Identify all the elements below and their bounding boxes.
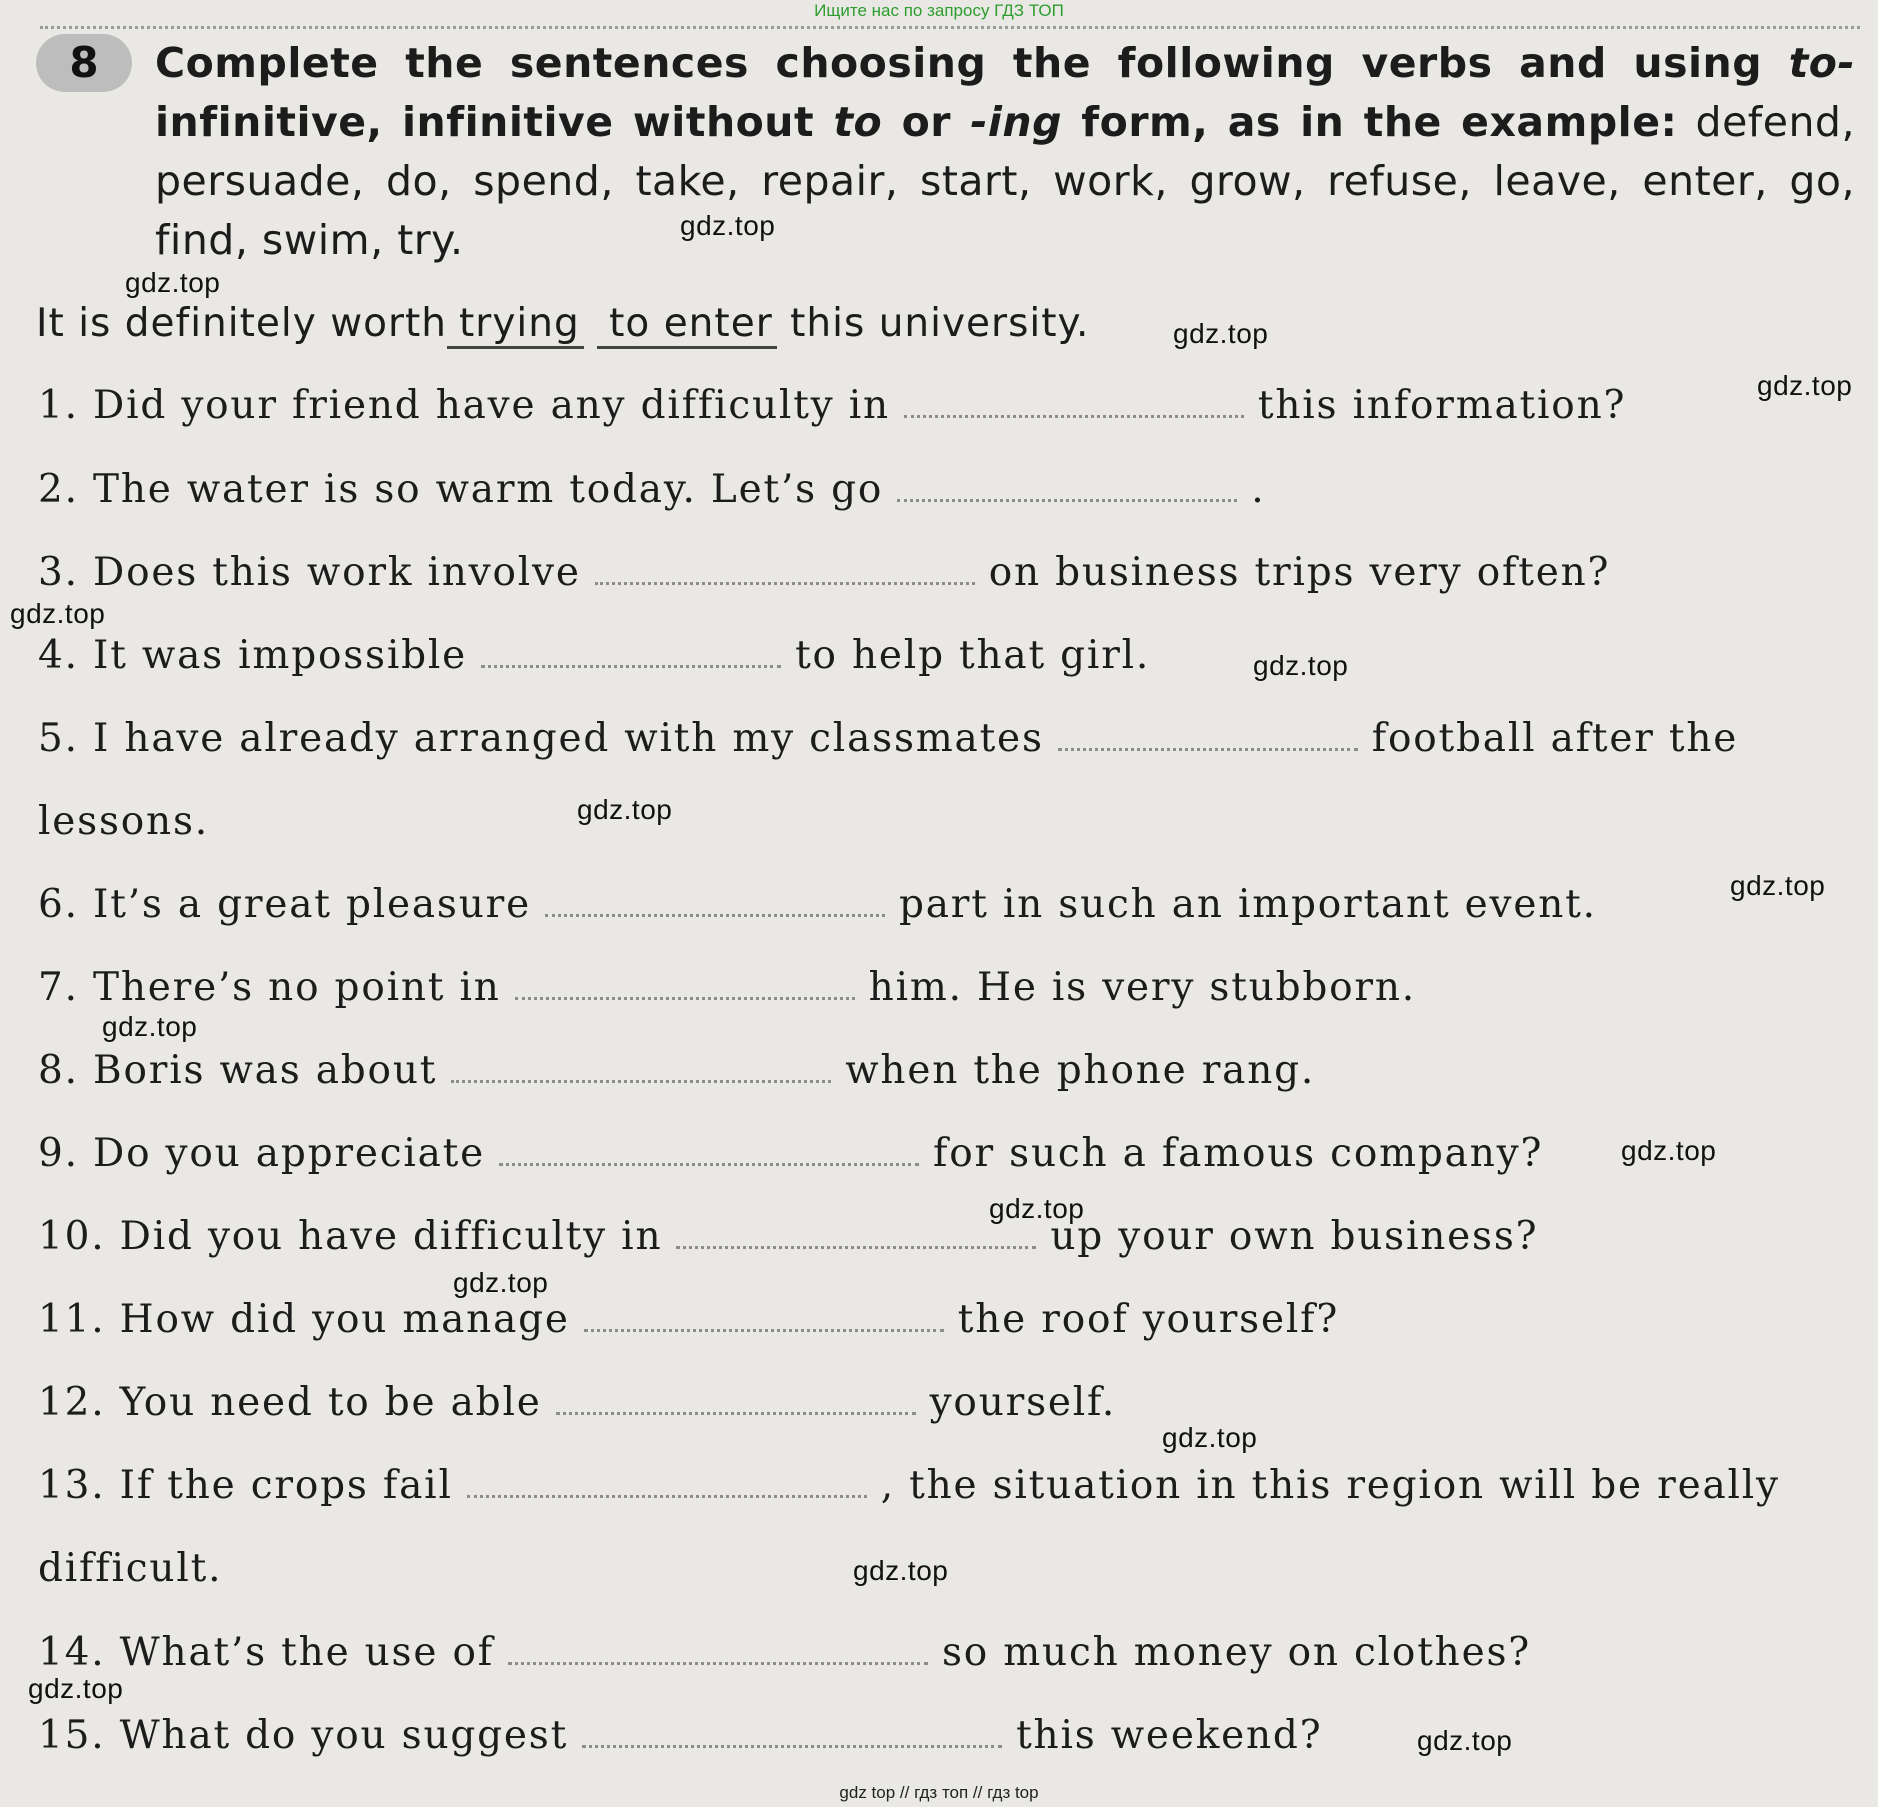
example-answer-1: trying bbox=[447, 302, 584, 349]
sentence-text: this weekend? bbox=[1016, 1713, 1323, 1758]
sentence-text: Does this work involve bbox=[93, 550, 581, 595]
sentence-15 bbox=[38, 1706, 1322, 1766]
sentence-number: 3. bbox=[38, 550, 79, 595]
sentence-text: How did you manage bbox=[119, 1297, 570, 1342]
sentence-text: Did your friend have any difficulty in bbox=[93, 383, 890, 428]
answer-blank[interactable] bbox=[451, 1076, 831, 1083]
sentence-text: , the situation in this region will be really bbox=[880, 1463, 1780, 1508]
sentence-4 bbox=[38, 626, 1150, 686]
sentence-number: 8. bbox=[38, 1048, 79, 1093]
sentence-text: part in such an important event. bbox=[898, 882, 1597, 927]
sentence-13-continuation bbox=[38, 1539, 222, 1599]
watermark: gdz.top bbox=[1621, 1135, 1717, 1166]
task-instruction bbox=[155, 34, 1855, 270]
sentence-number: 12. bbox=[38, 1380, 106, 1425]
example-text-after: this university. bbox=[790, 301, 1090, 346]
sentence-text: . bbox=[1251, 467, 1266, 512]
watermark: gdz.top bbox=[102, 1011, 198, 1042]
sentence-text: this information? bbox=[1257, 383, 1627, 428]
sentence-number: 1. bbox=[38, 383, 79, 428]
instruction-part: to- bbox=[1788, 39, 1855, 87]
sentence-text: difficult. bbox=[38, 1546, 223, 1591]
instruction-part: to bbox=[833, 98, 883, 146]
sentence-text: to help that girl. bbox=[795, 633, 1151, 678]
answer-blank[interactable] bbox=[582, 1741, 1002, 1748]
sentence-text: for such a famous company? bbox=[933, 1131, 1544, 1176]
sentence-text: on business trips very often? bbox=[988, 550, 1611, 595]
sentence-text: up your own business? bbox=[1050, 1214, 1539, 1259]
sentence-13 bbox=[38, 1456, 1780, 1516]
answer-blank[interactable] bbox=[481, 661, 781, 668]
watermark: gdz.top bbox=[1417, 1725, 1513, 1756]
sentence-number: 11. bbox=[38, 1297, 106, 1342]
sentence-11 bbox=[38, 1290, 1339, 1350]
sentence-number: 9. bbox=[38, 1131, 79, 1176]
sentence-text: It was impossible bbox=[93, 633, 468, 678]
sentence-6 bbox=[38, 875, 1597, 935]
bottom-banner[interactable]: gdz top // гдз топ // гдз top bbox=[839, 1783, 1039, 1802]
answer-blank[interactable] bbox=[676, 1242, 1036, 1249]
example-answer-2: to enter bbox=[597, 302, 777, 349]
instruction-part: or bbox=[882, 98, 971, 146]
sentence-text: Boris was about bbox=[93, 1048, 438, 1093]
sentence-1 bbox=[38, 376, 1626, 436]
answer-blank[interactable] bbox=[515, 993, 855, 1000]
sentence-8 bbox=[38, 1041, 1315, 1101]
sentence-text: the roof yourself? bbox=[957, 1297, 1340, 1342]
sentence-12 bbox=[38, 1373, 1116, 1433]
answer-blank[interactable] bbox=[545, 910, 885, 917]
watermark: gdz.top bbox=[1757, 370, 1853, 401]
watermark: gdz.top bbox=[680, 210, 776, 241]
sentence-5-continuation bbox=[38, 792, 209, 852]
watermark: gdz.top bbox=[989, 1193, 1085, 1224]
watermark: gdz.top bbox=[1730, 870, 1826, 901]
sentence-5 bbox=[38, 709, 1738, 769]
instruction-part: infinitive, infinitive without bbox=[155, 98, 834, 146]
answer-blank[interactable] bbox=[1058, 744, 1358, 751]
sentence-text: yourself. bbox=[929, 1380, 1117, 1425]
answer-blank[interactable] bbox=[467, 1491, 867, 1498]
answer-blank[interactable] bbox=[904, 411, 1244, 418]
watermark: gdz.top bbox=[853, 1555, 949, 1586]
sentence-text: Did you have difficulty in bbox=[119, 1214, 663, 1259]
sentence-number: 5. bbox=[38, 716, 79, 761]
sentence-number: 2. bbox=[38, 467, 79, 512]
sentence-number: 10. bbox=[38, 1214, 106, 1259]
sentence-number: 4. bbox=[38, 633, 79, 678]
sentence-14 bbox=[38, 1623, 1531, 1683]
top-banner[interactable]: Ищите нас по запросу ГДЗ ТОП bbox=[814, 1, 1064, 20]
watermark: gdz.top bbox=[577, 794, 673, 825]
example-sentence bbox=[36, 296, 1089, 352]
answer-blank[interactable] bbox=[584, 1325, 944, 1332]
sentence-3 bbox=[38, 543, 1610, 603]
sentence-number: 15. bbox=[38, 1713, 106, 1758]
sentence-text: There’s no point in bbox=[93, 965, 501, 1010]
sentence-text: It’s a great pleasure bbox=[93, 882, 531, 927]
top-divider bbox=[40, 26, 1860, 29]
sentence-number: 6. bbox=[38, 882, 79, 927]
sentence-9 bbox=[38, 1124, 1543, 1184]
instruction-part: Complete the sentences choosing the following verbs and using bbox=[155, 39, 1789, 87]
sentence-2 bbox=[38, 460, 1265, 520]
verb-list: defend, persuade, do, spend, take, repair, start, work, grow, refuse, leave, enter, go, find, swim, try. bbox=[155, 98, 1855, 264]
answer-blank[interactable] bbox=[595, 578, 975, 585]
answer-blank[interactable] bbox=[499, 1159, 919, 1166]
sentence-text: football after the bbox=[1371, 716, 1739, 761]
answer-blank[interactable] bbox=[508, 1658, 928, 1665]
sentence-text: when the phone rang. bbox=[845, 1048, 1316, 1093]
sentence-number: 13. bbox=[38, 1463, 106, 1508]
sentence-text: The water is so warm today. Let’s go bbox=[93, 467, 884, 512]
watermark: gdz.top bbox=[1173, 318, 1269, 349]
sentence-text: What’s the use of bbox=[119, 1630, 494, 1675]
sentence-number: 7. bbox=[38, 965, 79, 1010]
sentence-text: You need to be able bbox=[119, 1380, 542, 1425]
sentence-text: If the crops fail bbox=[119, 1463, 453, 1508]
task-number-badge: 8 bbox=[36, 34, 132, 92]
watermark: gdz.top bbox=[453, 1267, 549, 1298]
sentence-text: lessons. bbox=[38, 799, 209, 844]
sentence-7 bbox=[38, 958, 1416, 1018]
answer-blank[interactable] bbox=[556, 1408, 916, 1415]
watermark: gdz.top bbox=[10, 598, 106, 629]
answer-blank[interactable] bbox=[897, 495, 1237, 502]
instruction-part: form, as in the example: bbox=[1061, 98, 1678, 146]
sentence-text: Do you appreciate bbox=[93, 1131, 486, 1176]
sentence-number: 14. bbox=[38, 1630, 106, 1675]
sentence-text: What do you suggest bbox=[119, 1713, 569, 1758]
sentence-text: him. He is very stubborn. bbox=[868, 965, 1416, 1010]
sentence-text: I have already arranged with my classmates bbox=[93, 716, 1044, 761]
sentence-text: so much money on clothes? bbox=[941, 1630, 1531, 1675]
example-text-before: It is definitely worth bbox=[36, 301, 448, 346]
watermark: gdz.top bbox=[28, 1673, 124, 1704]
watermark: gdz.top bbox=[125, 267, 221, 298]
instruction-part: -ing bbox=[970, 98, 1062, 146]
watermark: gdz.top bbox=[1162, 1422, 1258, 1453]
sentence-10 bbox=[38, 1207, 1538, 1267]
watermark: gdz.top bbox=[1253, 650, 1349, 681]
